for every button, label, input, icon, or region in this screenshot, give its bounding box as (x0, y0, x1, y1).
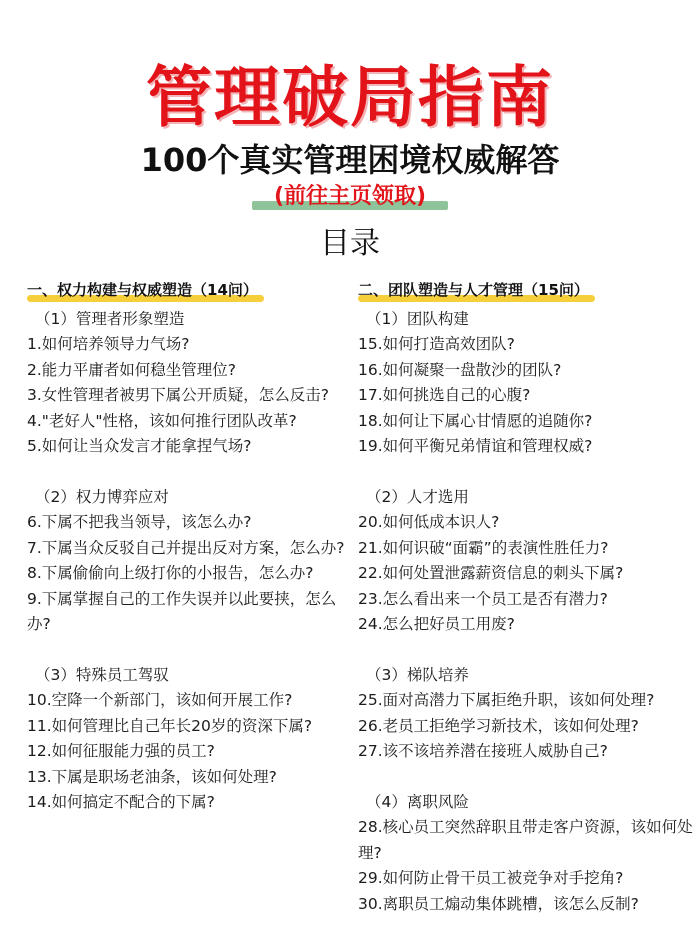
toc-item: 8.下属偷偷向上级打你的小报告，怎么办? (27, 564, 314, 582)
toc-item: 16.如何凝聚一盘散沙的团队? (358, 360, 562, 379)
subsection-heading: （1）管理者形象塑造 (35, 309, 185, 328)
toc-column-left (27, 278, 347, 816)
page-title: 管理破局指南 (146, 59, 554, 136)
toc-item: 21.如何识破“面霸”的表演性胜任力? (358, 538, 609, 557)
toc-item: 2.能力平庸者如何稳坐管理位? (27, 360, 237, 379)
toc-item: 23.怎么看出来一个员工是否有潜力? (358, 589, 608, 608)
toc-item: 18.如何让下属心甘情愿的追随你? (358, 411, 593, 430)
section-heading: 一、权力构建与权威塑造（14问） (27, 278, 264, 304)
page-subtitle: 100个真实管理困境权威解答 (140, 141, 560, 179)
toc-item: 28.核心员工突然辞职且带走客户资源，该如何处理? (358, 818, 693, 862)
section-heading: 二、团队塑造与人才管理（15问） (358, 278, 595, 304)
toc-item: 10.空降一个新部门，该如何开展工作? (27, 691, 293, 709)
toc-item: 29.如何防止骨干员工被竞争对手挖角? (358, 869, 624, 887)
toc-item: 12.如何征服能力强的员工? (27, 742, 215, 760)
toc-item: 14.如何搞定不配合的下属? (27, 793, 215, 811)
toc-item: 3.女性管理者被男下属公开质疑，怎么反击? (27, 386, 330, 404)
toc-item: 24.怎么把好员工用废? (358, 615, 515, 633)
toc-item: 7.下属当众反驳自己并提出反对方案，怎么办? (27, 538, 345, 557)
toc-item: 20.如何低成本识人? (358, 513, 500, 531)
toc-item: 17.如何挑选自己的心腹? (358, 386, 531, 404)
toc-item: 13.下属是职场老油条，该如何处理? (27, 767, 277, 786)
subsection-heading: （2）权力博弈应对 (35, 487, 169, 506)
toc-item: 22.如何处置泄露薪资信息的刺头下属? (358, 564, 624, 582)
subsection-heading: （4）离职风险 (366, 792, 469, 811)
toc-item: 1.如何培养领导力气场? (27, 335, 190, 353)
subsection-heading: （2）人才选用 (366, 487, 469, 506)
toc-item: 19.如何平衡兄弟情谊和管理权威? (358, 437, 593, 455)
toc-column-right (358, 278, 694, 917)
toc-item: 9.下属掌握自己的工作失误并以此要挟，怎么办? (27, 589, 337, 633)
toc-title: 目录 (320, 226, 380, 261)
subsection-heading: （1）团队构建 (366, 309, 469, 328)
toc-item: 30.离职员工煽动集体跳槽，该怎么反制? (358, 894, 639, 913)
toc-item: 15.如何打造高效团队? (358, 335, 515, 353)
toc-item: 25.面对高潜力下属拒绝升职，该如何处理? (358, 691, 655, 709)
toc-item: 5.如何让当众发言才能拿捏气场? (27, 437, 252, 455)
toc-item: 6.下属不把我当领导，该怎么办? (27, 513, 252, 531)
toc-item: 11.如何管理比自己年长20岁的资深下属? (27, 716, 313, 735)
toc-item: 4."老好人"性格，该如何推行团队改革? (27, 411, 297, 430)
homepage-cta-link[interactable]: (前往主页领取) (252, 180, 448, 214)
toc-item: 27.该不该培养潜在接班人威胁自己? (358, 742, 608, 760)
subsection-heading: （3）特殊员工驾驭 (35, 665, 169, 684)
cta-wrapper (0, 180, 700, 214)
subsection-heading: （3）梯队培养 (366, 665, 469, 684)
toc-item: 26.老员工拒绝学习新技术，该如何处理? (358, 716, 639, 735)
